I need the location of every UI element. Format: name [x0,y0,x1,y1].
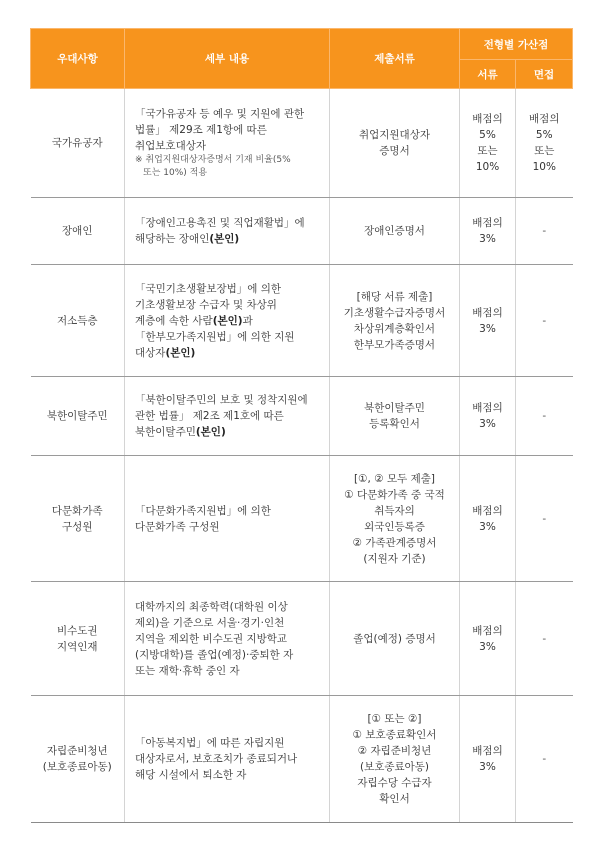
detail-bold: (본인) [212,314,243,327]
category-cell: 다문화가족 구성원 [31,456,125,582]
bonus-document-cell: 배점의 3% [460,582,516,696]
table-row [31,456,573,582]
detail-bold: (본인) [165,346,196,359]
detail-bold: (본인) [195,426,226,438]
table-row [31,377,573,456]
bonus-document-cell: 배점의 3% [460,198,516,265]
bonus-interview-cell: - [516,696,573,823]
detail-cell [125,89,330,198]
bonus-document-cell: 배점의 5% 또는 10% [460,89,516,198]
header-bonus-interview: 면접 [516,60,573,89]
category-cell: 북한이탈주민 [31,377,125,456]
documents-cell: [해당 서류 제출] 기초생활수급자증명서 차상위계층확인서 한부모가족증명서 [330,265,460,377]
detail-text: 「북한이탈주민의 보호 및 정착지원에 관한 법률」 제2조 제1호에 따른 북한이탈주민 [135,394,308,438]
detail-text: 「장애인고용촉진 및 직업재활법」에 해당하는 장애인 [135,217,305,245]
bonus-document-cell: 배점의 3% [460,265,516,377]
detail-cell [125,377,330,456]
table-row [31,265,573,377]
detail-text: 과 「한부모가족지원법」에 의한 지원 대상자 [135,314,295,359]
category-cell: 비수도권 지역인재 [31,582,125,696]
bonus-interview-cell: 배점의 5% 또는 10% [516,89,573,198]
detail-cell: 대학까지의 최종학력(대학원 이상 제외)을 기준으로 서울·경기·인천 지역을 제외한 비수도권 지방학교 (지방대학)를 졸업(예정)·중퇴한 자 또는 재학·휴학 중인 자 [125,582,330,696]
detail-cell [125,265,330,377]
documents-cell: 졸업(예정) 증명서 [330,582,460,696]
detail-text: 「국가유공자 등 예우 및 지원에 관한 법률」 제29조 제1항에 따른 취업보호대상자 [135,108,305,152]
preference-table [30,28,573,823]
table-row [31,582,573,696]
bonus-interview-cell: - [516,456,573,582]
detail-cell: 「아동복지법」에 따른 자립지원 대상자로서, 보호조치가 종료되거나 해당 시설에서 퇴소한 자 [125,696,330,823]
bonus-document-cell: 배점의 3% [460,377,516,456]
detail-cell: 「다문화가족지원법」에 의한 다문화가족 구성원 [125,456,330,582]
preference-table-container [30,28,572,823]
documents-cell: 북한이탈주민 등록확인서 [330,377,460,456]
table-row [31,696,573,823]
bonus-interview-cell: - [516,265,573,377]
table-row [31,89,573,198]
bonus-document-cell: 배점의 3% [460,696,516,823]
bonus-document-cell: 배점의 3% [460,456,516,582]
bonus-interview-cell: - [516,377,573,456]
documents-cell: 장애인증명서 [330,198,460,265]
table-header [31,29,573,89]
header-documents: 제출서류 [330,29,460,89]
bonus-interview-cell: - [516,198,573,265]
header-preference: 우대사항 [31,29,125,89]
detail-bold: (본인) [209,233,240,245]
detail-text: 「국민기초생활보장법」에 의한 기초생활보장 수급자 및 차상위 계층에 속한 사람 [135,282,282,327]
documents-cell: [① 또는 ②] ① 보호종료확인서 ② 자립준비청년 (보호종료아동) 자립수당 수급자 확인서 [330,696,460,823]
detail-cell [125,198,330,265]
header-detail: 세부 내용 [125,29,330,89]
header-bonus-document: 서류 [460,60,516,89]
category-cell: 국가유공자 [31,89,125,198]
detail-note: ※ 취업지원대상자증명서 기재 비율(5% 또는 10%) 적용 [135,155,291,178]
category-cell: 자립준비청년 (보호종료아동) [31,696,125,823]
category-cell: 장애인 [31,198,125,265]
table-row [31,198,573,265]
header-bonus: 전형별 가산점 [460,29,573,60]
documents-cell: 취업지원대상자 증명서 [330,89,460,198]
bonus-interview-cell: - [516,582,573,696]
category-cell: 저소득층 [31,265,125,377]
documents-cell: [①, ② 모두 제출] ① 다문화가족 중 국적 취득자의 외국인등록증 ② 가족관계증명서 (지원자 기준) [330,456,460,582]
